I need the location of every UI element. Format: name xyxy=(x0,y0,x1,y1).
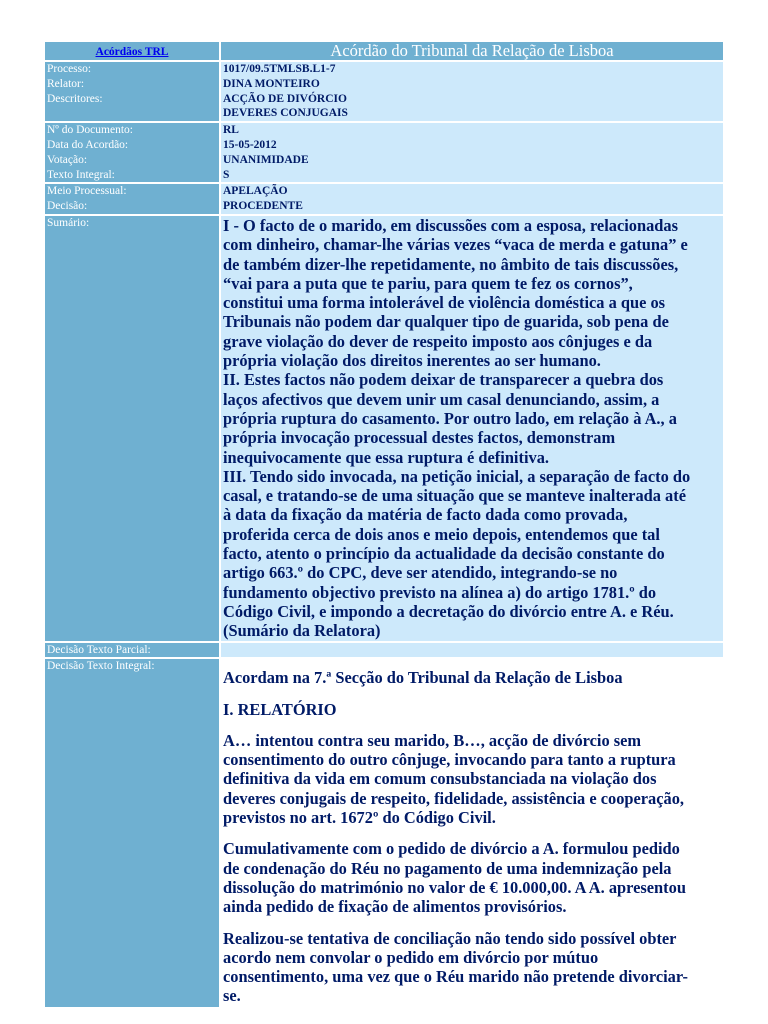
label-sumario: Sumário: xyxy=(47,216,90,229)
label-votacao: Votação: xyxy=(47,153,88,166)
label-relator: Relator: xyxy=(47,77,85,90)
sumario-line: de também dizer-lhe repetidamente, no âmbito de tais discussões, xyxy=(223,254,679,274)
integral-row xyxy=(45,659,723,1007)
sumario-line: constitui uma forma intolerável de violência doméstica a que os xyxy=(223,293,666,313)
header-row xyxy=(45,42,723,60)
value-descritor-2: DEVERES CONJUGAIS xyxy=(223,107,348,120)
value-descritor-1: ACÇÃO DE DIVÓRCIO xyxy=(223,92,347,105)
parcial-value xyxy=(221,643,723,658)
sumario-line: à data da fixação da matéria de facto dada como provada, xyxy=(223,505,628,525)
paragraph-3 xyxy=(223,929,719,1006)
value-texto-integral: S xyxy=(223,168,230,181)
paragraph-1-line: A… intentou contra seu marido, B…, acção de divórcio sem xyxy=(223,730,642,750)
label-texto-integral: Texto Integral: xyxy=(47,168,115,181)
label-column xyxy=(45,123,221,182)
value-processo: 1017/09.5TMLSB.L1-7 xyxy=(223,63,336,75)
sumario-value xyxy=(221,216,723,641)
paragraph-2-line: dissolução do matrimónio no valor de € 10.000,00. A A. apresentou xyxy=(223,877,686,897)
sumario-line: laços afectivos que devem unir um casal denunciando, assim, a xyxy=(223,389,660,409)
label-data-acordao: Data do Acordão: xyxy=(47,138,129,151)
sumario-line: própria ruptura do casamento. Por outro lado, em relação à A., a xyxy=(223,408,677,428)
paragraph-1 xyxy=(223,731,719,827)
metadata-block-decision xyxy=(45,184,723,214)
paragraph-3-line: se. xyxy=(223,986,241,1006)
paragraph-1-line: previstos no art. 1672º do Código Civil. xyxy=(223,808,496,828)
metadata-block-document xyxy=(45,123,723,182)
sumario-line: inequivocamente que essa ruptura é definitiva. xyxy=(223,447,549,467)
label-decisao: Decisão: xyxy=(47,200,88,213)
page-title: Acórdão do Tribunal da Relação de Lisboa xyxy=(221,42,723,60)
paragraph-2 xyxy=(223,839,719,916)
section-title: I. RELATÓRIO xyxy=(223,699,337,719)
header-link-cell xyxy=(45,42,221,60)
sumario-row xyxy=(45,216,723,641)
sumario-line: Tribunais não podem dar qualquer tipo de guarida, sob pena de xyxy=(223,312,669,332)
sumario-line: II. Estes factos não podem deixar de transparecer a quebra dos xyxy=(223,370,664,390)
metadata-block-process xyxy=(45,62,723,121)
sumario-text xyxy=(221,216,723,641)
label-numero-documento: Nº do Documento: xyxy=(47,124,133,137)
paragraph-2-line: de condenação do Réu no pagamento de uma indemnização pela xyxy=(223,858,672,878)
integral-value xyxy=(221,659,723,1007)
sumario-line: artigo 663.º do CPC, deve ser atendido, integrando-se no xyxy=(223,563,618,583)
value-meio-processual: APELAÇÃO xyxy=(223,185,288,198)
value-numero-documento: RL xyxy=(223,124,239,137)
value-data-acordao: 15-05-2012 xyxy=(223,138,277,151)
value-column xyxy=(221,184,723,214)
paragraph-2-line: ainda pedido de fixação de alimentos provisórios. xyxy=(223,897,567,917)
sumario-line: própria violação dos direitos inerentes ao ser humano. xyxy=(223,351,601,371)
label-decisao-texto-parcial: Decisão Texto Parcial: xyxy=(47,643,151,656)
label-processo: Processo: xyxy=(47,63,92,75)
label-column xyxy=(45,184,221,214)
label-column xyxy=(45,643,221,658)
value-column xyxy=(221,62,723,121)
sumario-line: facto, atento o princípio da actualidade da decisão constante do xyxy=(223,544,665,564)
label-descritores: Descritores: xyxy=(47,92,103,105)
paragraph-1-line: consentimento do outro cônjuge, invocando para tanto a ruptura xyxy=(223,750,676,770)
paragraph-1-line: deveres conjugais de respeito, fidelidade, assistência e cooperação, xyxy=(223,788,685,808)
paragraph-3-line: consentimento, uma vez que o Réu marido não pretende divorciar- xyxy=(223,967,688,987)
sumario-line: casal, e tratando-se de uma situação que se manteve inalterada até xyxy=(223,486,686,506)
value-decisao: PROCEDENTE xyxy=(223,200,303,213)
acordaos-trl-link[interactable]: Acórdãos TRL xyxy=(95,46,169,58)
sumario-line: própria invocação processual destes factos, demonstram xyxy=(223,428,616,448)
integral-heading: Acordam na 7.ª Secção do Tribunal da Relação de Lisboa xyxy=(223,668,623,688)
sumario-line: proferida cerca de dois anos e meio depois, entendemos que tal xyxy=(223,524,660,544)
value-column xyxy=(221,123,723,182)
sumario-line: com dinheiro, chamar-lhe várias vezes “vaca de merda e gatuna” e xyxy=(223,235,688,255)
label-column xyxy=(45,62,221,121)
label-column xyxy=(45,659,221,1007)
paragraph-3-line: acordo nem convolar o pedido em divórcio por mútuo xyxy=(223,947,599,967)
sumario-line: (Sumário da Relatora) xyxy=(223,621,381,641)
sumario-line: I - O facto de o marido, em discussões com a esposa, relacionadas xyxy=(223,215,678,235)
label-meio-processual: Meio Processual: xyxy=(47,185,127,198)
paragraph-1-line: definitiva da vida em comum consubstanciada na violação dos xyxy=(223,769,657,789)
sumario-line: fundamento objectivo previsto na alínea a) do artigo 1781.º do xyxy=(223,582,657,602)
paragraph-2-line: Cumulativamente com o pedido de divórcio a A. formulou pedido xyxy=(223,839,680,859)
sumario-line: III. Tendo sido invocada, na petição inicial, a separação de facto do xyxy=(223,466,691,486)
parcial-row xyxy=(45,643,723,658)
label-empty xyxy=(45,106,219,121)
sumario-line: grave violação do dever de respeito imposto aos cônjuges e da xyxy=(223,331,653,351)
sumario-line: Código Civil, e impondo a decretação do divórcio entre A. e Réu. xyxy=(223,601,674,621)
paragraph-3-line: Realizou-se tentativa de conciliação não tendo sido possível obter xyxy=(223,928,677,948)
value-votacao: UNANIMIDADE xyxy=(223,153,309,166)
label-column xyxy=(45,216,221,641)
value-relator: DINA MONTEIRO xyxy=(223,77,320,90)
sumario-line: “vai para a puta que te pariu, para quem te fez os cornos”, xyxy=(223,273,633,293)
label-decisao-texto-integral: Decisão Texto Integral: xyxy=(47,660,155,673)
acordao-document xyxy=(45,42,723,1007)
integral-text xyxy=(221,668,723,1005)
